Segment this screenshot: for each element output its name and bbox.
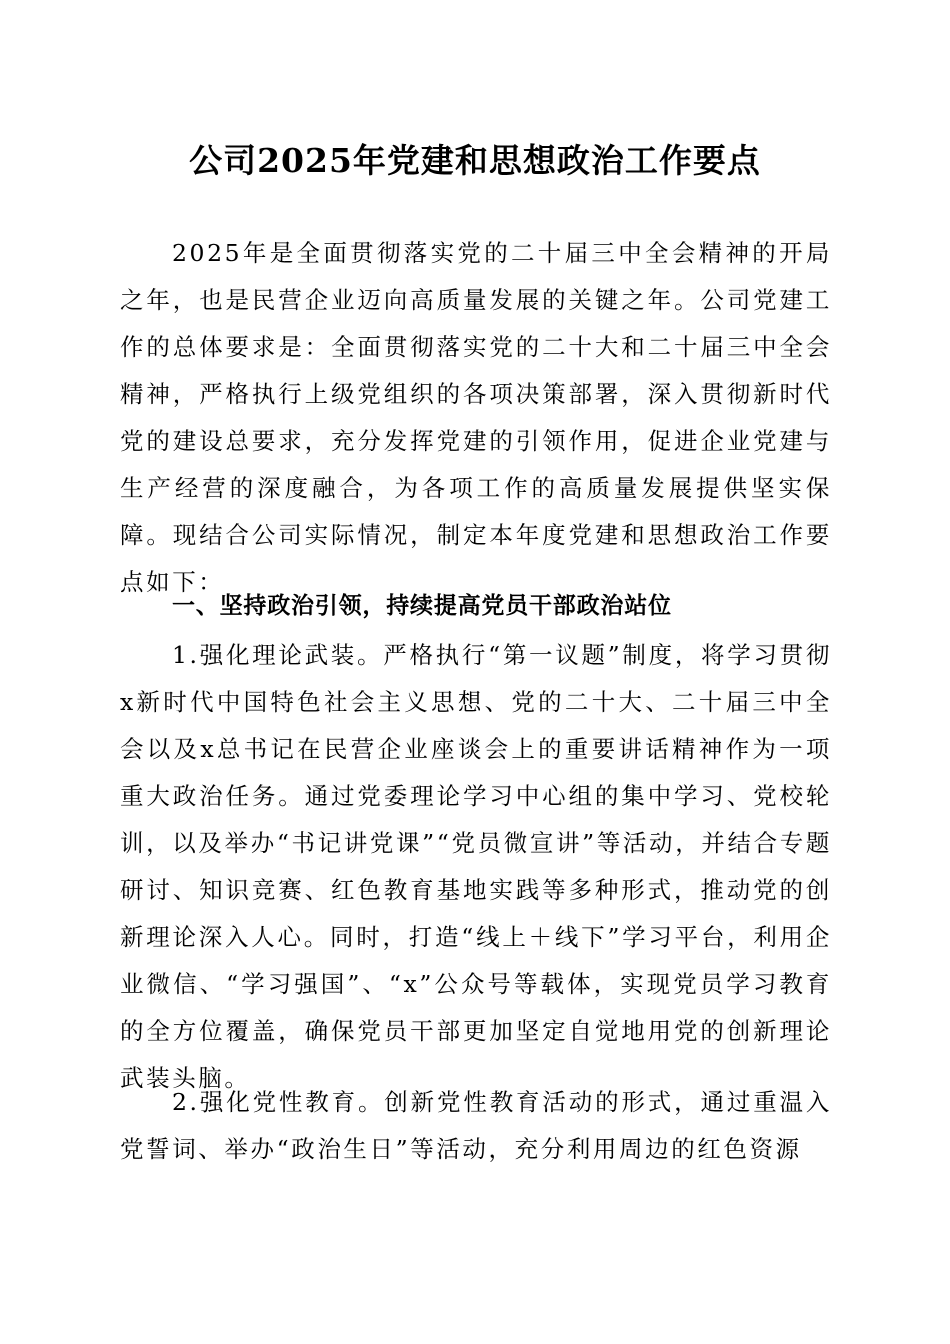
section-heading: 一、坚持政治引领，持续提高党员干部政治站位 xyxy=(172,593,672,619)
item-paragraph-1: 1.强化理论武装。严格执行“第一议题”制度，将学习贯彻x新时代中国特色社会主义思想、党的二十大、二十届三中全会以及x总书记在民营企业座谈会上的重要讲话精神作为一项重大政治任务。通过党委理论学习中心组的集中学习、党校轮训，以及举办“书记讲党课”“党员微宣讲”等活动，并结合专题研讨、知识竞赛、红色教育基地实践等多种形式，推动党的创新理论深入人心。同时，打造“线上＋线下”学习平台，利用企业微信、“学习强国”、“x”公众号等载体，实现党员学习教育的全方位覆盖，确保党员干部更加坚定自觉地用党的创新理论武装头脑。 xyxy=(120,641,832,1092)
intro-paragraph: 2025年是全面贯彻落实党的二十届三中全会精神的开局之年，也是民营企业迈向高质量发展的关键之年。公司党建工作的总体要求是：全面贯彻落实党的二十大和二十届三中全会精神，严格执行上级党组织的各项决策部署，深入贯彻新时代党的建设总要求，充分发挥党建的引领作用，促进企业党建与生产经营的深度融合，为各项工作的高质量发展提供坚实保障。现结合公司实际情况，制定本年度党建和思想政治工作要点如下： xyxy=(120,239,832,596)
item-paragraph-2: 2.强化党性教育。创新党性教育活动的形式，通过重温入党誓词、举办“政治生日”等活动，充分利用周边的红色资源 xyxy=(120,1088,832,1163)
document-title: 公司2025年党建和思想政治工作要点 xyxy=(189,141,761,180)
